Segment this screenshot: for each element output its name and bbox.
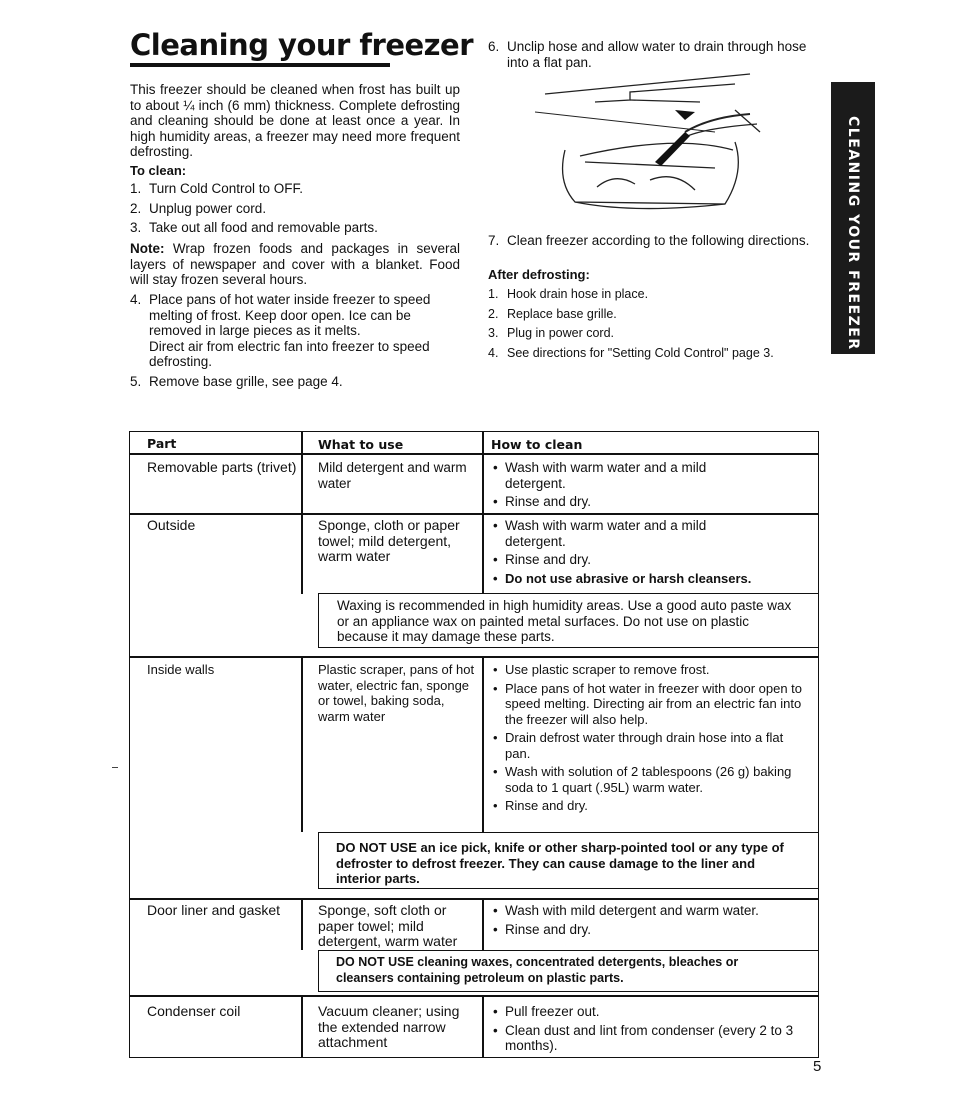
list-item: • Pull freezer out. <box>491 1004 811 1020</box>
list-item: 1. Hook drain hose in place. <box>488 287 649 301</box>
list-item: 1. Turn Cold Control to OFF. <box>130 181 304 196</box>
what-to-use-cell: Mild detergent and warm water <box>318 460 467 491</box>
row-divider <box>129 898 819 900</box>
warning-sharp-tools-text: DO NOT USE an ice pick, knife or other sharp-pointed tool or any type of defroster to defrost freezer. They can cause damage to the liner and interior parts. <box>336 840 784 886</box>
warning-waxes-text: DO NOT USE cleaning waxes, concentrated detergents, bleaches or cleansers containing petroleum on plastic parts. <box>336 955 739 985</box>
margin-mark <box>112 767 118 768</box>
steps-list-b <box>130 292 460 389</box>
list-item: • Clean dust and lint from condenser (every 2 to 3 months). <box>491 1023 811 1054</box>
how-to-clean-cell <box>491 518 752 589</box>
list-item: • Place pans of hot water in freezer with door open to speed melting. Directing air from an electric fan into the freezer will also help. <box>491 681 811 728</box>
col-divider <box>482 898 484 950</box>
what-to-use-cell: Sponge, soft cloth or paper towel; mild detergent, warm water <box>318 902 458 949</box>
steps-list-a <box>130 181 460 236</box>
step-6 <box>488 39 818 70</box>
list-item: 3. Take out all food and removable parts. <box>130 220 378 235</box>
list-item: • Rinse and dry. <box>491 494 741 510</box>
what-to-use-cell: Vacuum cleaner; using the extended narrow attachment <box>318 1003 460 1050</box>
list-item: 2. Unplug power cord. <box>130 200 267 216</box>
page-number: 5 <box>813 1058 822 1075</box>
list-item: 4. Place pans of hot water inside freezer to speed melting of frost. Keep door open. Ice can be removed in large pieces as it melts. Direct air from electric fan into freezer to speed defrosting. <box>130 292 431 369</box>
row-divider <box>129 995 819 997</box>
how-to-clean-cell <box>491 460 741 513</box>
list-item: • Do not use abrasive or harsh cleansers. <box>491 571 825 587</box>
after-defrosting-heading: After defrosting: <box>488 267 590 282</box>
list-item: • Rinse and dry. <box>491 922 811 938</box>
row-divider <box>129 656 819 658</box>
note-label: Note: <box>130 241 165 256</box>
part-name: Removable parts (trivet) <box>147 459 297 475</box>
intro-paragraph: This freezer should be cleaned when frost has built up to about ¼ inch (6 mm) thickness. Complete defrosting and cleaning should be done at least once a year. In high humidity areas, a freezer may need more frequent defrosting. <box>130 82 460 159</box>
col-divider <box>301 898 303 950</box>
part-name: Door liner and gasket <box>147 902 281 918</box>
header-divider <box>129 453 819 455</box>
table-row <box>147 460 297 476</box>
part-name: Inside walls <box>147 662 215 677</box>
list-item: 6. Unclip hose and allow water to drain through hose into a flat pan. <box>488 39 807 70</box>
page-title: Cleaning your freezer <box>130 28 474 62</box>
col-divider <box>301 656 303 832</box>
note-text: Wrap frozen foods and packages in several layers of newspaper and cover with a blanket. Food will stay frozen several hours. <box>130 241 460 287</box>
header-part: Part <box>147 436 177 451</box>
list-item: • Wash with mild detergent and warm water. <box>491 903 811 919</box>
drain-hose-illustration <box>535 72 765 222</box>
list-item: • Rinse and dry. <box>491 798 811 814</box>
list-item: 3. Plug in power cord. <box>488 326 615 340</box>
note-paragraph <box>130 241 460 288</box>
what-to-use-cell: Sponge, cloth or paper towel; mild detergent, warm water <box>318 517 460 564</box>
header-how-to-clean: How to clean <box>491 437 583 452</box>
section-side-tab: CLEANING YOUR FREEZER <box>831 82 875 354</box>
list-item: • Wash with warm water and a mild detergent. <box>491 518 741 549</box>
row-divider <box>129 513 819 515</box>
list-item: 4. See directions for "Setting Cold Control" page 3. <box>488 345 774 360</box>
list-item: 7. Clean freezer according to the following directions. <box>488 233 810 248</box>
list-item: 5. Remove base grille, see page 4. <box>130 373 343 389</box>
part-name: Condenser coil <box>147 1003 241 1019</box>
header-what-to-use: What to use <box>318 437 404 452</box>
list-item: • Use plastic scraper to remove frost. <box>491 662 811 678</box>
how-to-clean-cell <box>491 903 811 940</box>
list-item: • Drain defrost water through drain hose into a flat pan. <box>491 730 811 761</box>
how-to-clean-cell <box>491 662 811 817</box>
step-7 <box>488 233 818 249</box>
col-divider <box>482 995 484 1058</box>
how-to-clean-cell <box>491 1004 811 1057</box>
list-item: • Wash with warm water and a mild detergent. <box>491 460 741 491</box>
col-divider <box>301 995 303 1058</box>
part-name: Outside <box>147 517 196 533</box>
list-item: 2. Replace base grille. <box>488 306 617 321</box>
col-divider <box>482 656 484 832</box>
wax-note-text: Waxing is recommended in high humidity areas. Use a good auto paste wax or an appliance wax on painted metal surfaces. Do not use on plastic because it may damage these parts. <box>337 598 792 644</box>
to-clean-heading: To clean: <box>130 163 187 178</box>
list-item: • Rinse and dry. <box>491 552 741 568</box>
title-underline <box>130 63 390 67</box>
list-item: • Wash with solution of 2 tablespoons (26 g) baking soda to 1 quart (.95L) warm water. <box>491 764 811 795</box>
what-to-use-cell: Plastic scraper, pans of hot water, electric fan, sponge or towel, baking soda, warm water <box>318 662 475 724</box>
after-steps-list <box>488 287 798 361</box>
